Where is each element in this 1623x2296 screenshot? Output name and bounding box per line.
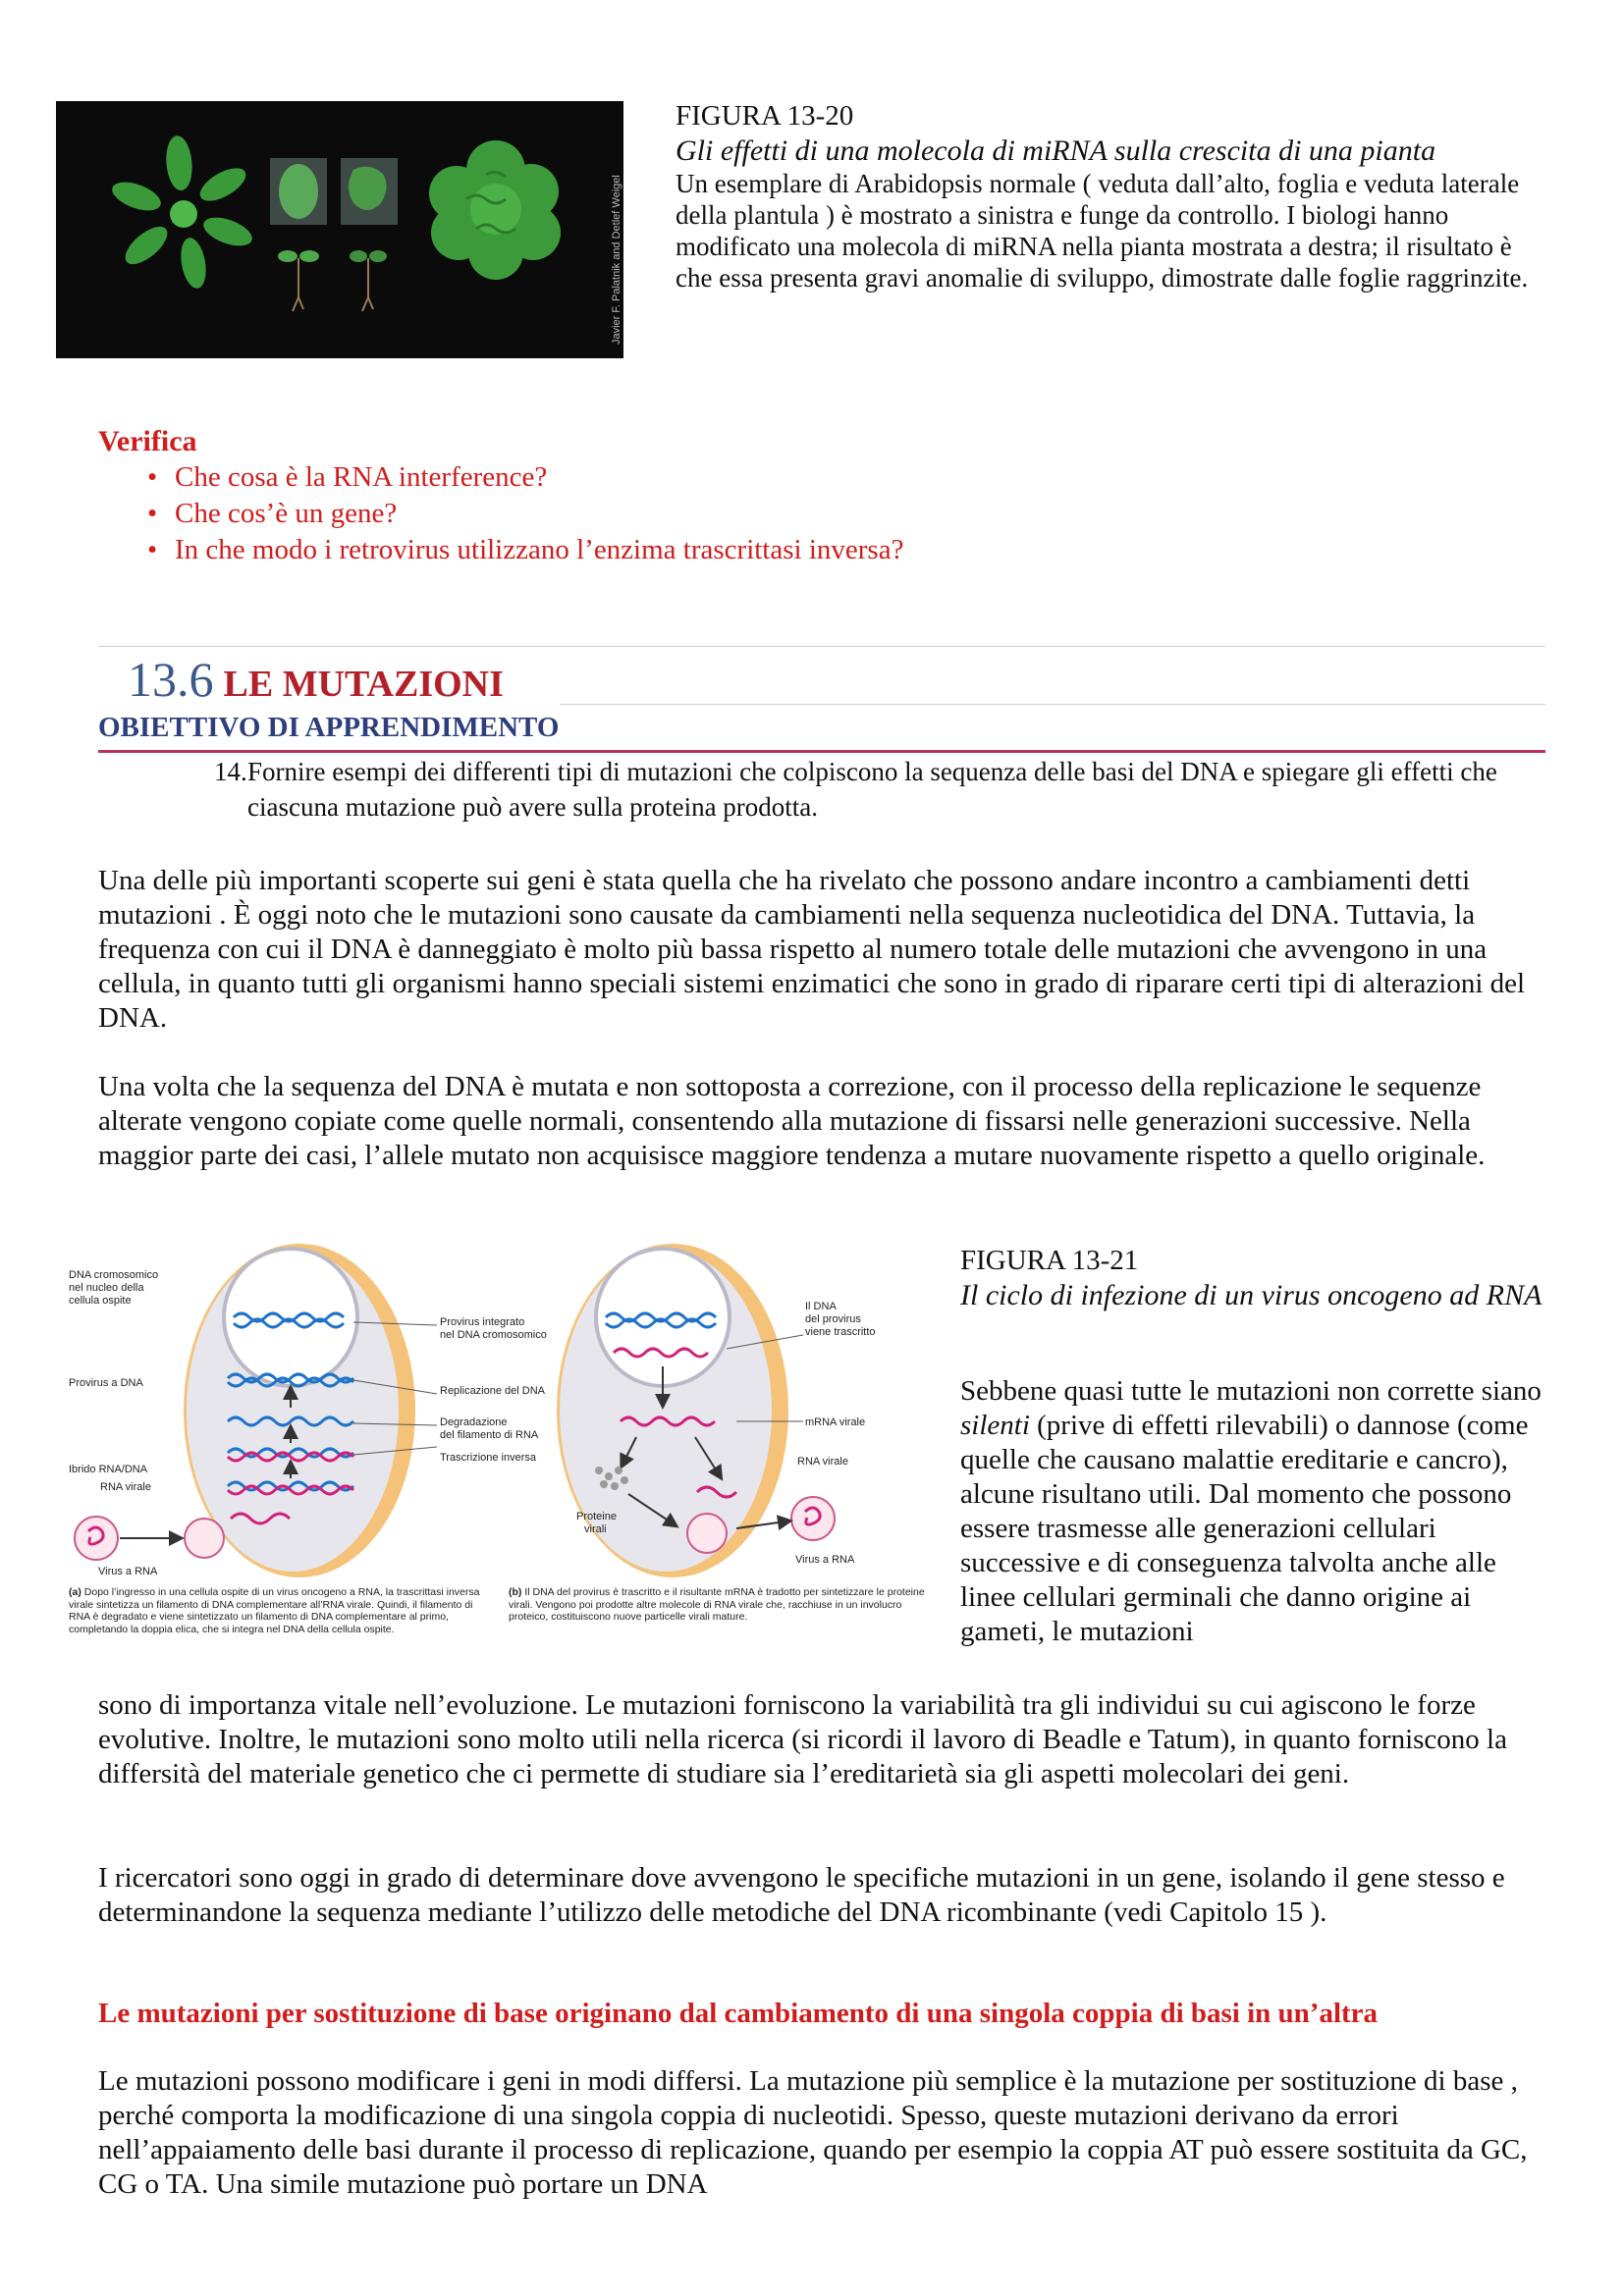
figure-13-21-caption (960, 1244, 1549, 1312)
objective-item (214, 754, 1530, 825)
verifica-box (98, 424, 1473, 568)
panel-b (557, 1244, 876, 1577)
paragraph: Le mutazioni possono modificare i geni in modi differsi. La mutazione più semplice è la mutazione per sostituzione di base , perché comporta la modificazione di una singola coppia di nucleotidi. Spesso, queste mutazioni derivano da errori nell’appaiamento delle basi durante il processo di replicazione, quando per esempio la coppia AT può essere sostituita da GC, CG o TA. Una simile mutazione può portare un DNA (98, 2065, 1528, 2200)
paragraph: sono di importanza vitale nell’evoluzione. Le mutazioni forniscono la variabilità tra gli individui su cui agiscono le forze evolutive. Inoltre, le mutazioni sono molto utili nella ricerca (si ricordi il lavoro di Beadle e Tatum), in quanto forniscono la differsità del materiale genetico che ci permette di studiare sia l’ereditarietà sia gli aspetti molecolari dei geni. (98, 1689, 1507, 1789)
paragraph: I ricercatori sono oggi in grado di determinare dove avvengono le specifiche mutazioni in un gene, isolando il gene stesso e determinandone la sequenza mediante l’utilizzo delle metodiche del DNA ricombinante (vedi Capitolo 15 ). (98, 1862, 1505, 1928)
photo-credit: Javier F. Palatnik and Detlef Weigel (611, 175, 622, 345)
figure-13-21-diagram (59, 1229, 933, 1671)
figure-title: Il ciclo di infezione di un virus oncogeno ad RNA (960, 1279, 1542, 1311)
panel-a-caption (69, 1586, 491, 1635)
label-virus-a-rna-a: Virus a RNA (98, 1566, 158, 1577)
objective-heading: OBIETTIVO DI APPRENDIMENTO (98, 712, 560, 743)
verifica-title: Verifica (98, 425, 197, 457)
paragraph: Una delle più importanti scoperte sui geni è stata quella che ha rivelato che possono andare incontro a cambiamenti detti mutazioni . È oggi noto che le mutazioni sono causate da cambiamenti nella sequenza nucleotidica del DNA. Tuttavia, la frequenza con cui il DNA è danneggiato è molto più bassa rispetto al numero totale delle mutazioni che avvengono in una cellula, in quanto tutti gli organismi hanno speciali sistemi enzimatici che sono in grado di riparare certi tipi di alterazioni del DNA. (98, 865, 1526, 1034)
subsection-heading: Le mutazioni per sostituzione di base originano dal cambiamento di una singola coppia di basi in un’altra (98, 1998, 1379, 2029)
verifica-item: • Che cos’è un gene? (175, 496, 1473, 532)
figure-13-20-image (56, 101, 623, 358)
section-title: LE MUTAZIONI (223, 664, 504, 705)
panel-b-caption (509, 1586, 931, 1624)
objective-rule (98, 750, 1545, 753)
arabidopsis-photo (56, 101, 623, 358)
emphasis: silenti (960, 1410, 1030, 1441)
panel-b-caption-text: Il DNA del provirus è trascritto e il risultante mRNA è tradotto per sintetizzare le proteine virali. Vengono poi prodotte altre molecole di RNA virale che, racchiuse in un involucro proteico, costituiscono nuove particelle virali mature. (509, 1586, 925, 1623)
label-dna-provirus: Il DNA del provirus viene trascritto (805, 1301, 876, 1338)
paragraph: Una volta che la sequenza del DNA è mutata e non sottoposta a correzione, con il processo della replicazione le sequenze alterate vengono copiate come quelle normali, consentendo alla mutazione di fissarsi nelle generazioni successive. Nella maggior parte dei casi, l’allele mutato non acquisisce maggiore tendenza a mutare nuovamente rispetto a quello originale. (98, 1071, 1486, 1171)
panel-a-caption-text: Dopo l’ingresso in una cellula ospite di un virus oncogeno a RNA, la trascrittasi inversa virale sintetizza un filamento di DNA complementare all’RNA virale. Quindi, il filamento di RNA è degradato e viene sintetizzato un filamento di DNA complementare al primo, completando la doppia elica, che si integra nel DNA della cellula ospite. (69, 1586, 480, 1635)
verifica-item: • In che modo i retrovirus utilizzano l’enzima trascrittasi inversa? (175, 532, 1473, 568)
label-virus-a-rna-b: Virus a RNA (795, 1554, 855, 1566)
label-rna-virale-a: RNA virale (100, 1481, 151, 1493)
label-dna-cromosomico: DNA cromosomico nel nucleo della cellula ospite (69, 1269, 159, 1307)
label-degradazione: Degradazione del filamento di RNA (440, 1416, 539, 1441)
figure-number: FIGURA 13-21 (960, 1245, 1139, 1276)
label-mrna-virale: mRNA virale (805, 1416, 866, 1428)
verifica-item: • Che cosa è la RNA interference? (175, 459, 1473, 496)
section-number: 13.6 (128, 652, 214, 707)
panel-a-tag: (a) (69, 1586, 81, 1598)
label-trascrizione-inversa: Trascrizione inversa (440, 1452, 537, 1464)
label-provirus-integrato: Provirus integrato nel DNA cromosomico (440, 1316, 547, 1341)
label-rna-virale-b: RNA virale (797, 1456, 848, 1468)
paragraph-wrapped (960, 1374, 1549, 1649)
panel-a (69, 1244, 547, 1577)
text-run: Sebbene quasi tutte le mutazioni non corrette siano (960, 1375, 1542, 1407)
figure-number: FIGURA 13-20 (676, 100, 854, 132)
panel-b-tag: (b) (509, 1586, 522, 1598)
text-run: (prive di effetti rilevabili) o dannose (come quelle che causano malattie ereditarie e cancro), alcune risultano utili. Dal momento che possono essere trasmesse alle generazioni cellulari successive e di conseguenza talvolta anche alle linee cellulari germinali che danno origine ai gameti, le mutazioni (960, 1410, 1529, 1647)
figure-title: Gli effetti di una molecola di miRNA sulla crescita di una pianta (676, 134, 1436, 167)
figure-13-20-caption (676, 99, 1540, 294)
label-provirus-a-dna: Provirus a DNA (69, 1377, 143, 1389)
label-ibrido: Ibrido RNA/DNA (69, 1464, 148, 1475)
divider (98, 646, 1545, 647)
figure-description: Un esemplare di Arabidopsis normale ( veduta dall’alto, foglia e veduta laterale della plantula ) è mostrato a sinistra e funge da controllo. I biologi hanno modificato una molecola di miRNA nella pianta mostrata a destra; il risultato è che essa presenta gravi anomalie di sviluppo, dimostrate dalle foglie raggrinzite. (676, 169, 1529, 293)
virus-cycle-diagram (59, 1229, 933, 1671)
label-proteine-virali: Proteine virali (576, 1511, 617, 1535)
divider (560, 704, 1545, 705)
label-replicazione: Replicazione del DNA (440, 1385, 545, 1397)
objective-text: Fornire esempi dei differenti tipi di mutazioni che colpiscono la sequenza delle basi del DNA e spiegare gli effetti che ciascuna mutazione può avere sulla proteina prodotta. (247, 757, 1497, 822)
section-heading (128, 650, 504, 714)
verifica-list (98, 459, 1473, 568)
objective-number: 14. (214, 757, 247, 786)
